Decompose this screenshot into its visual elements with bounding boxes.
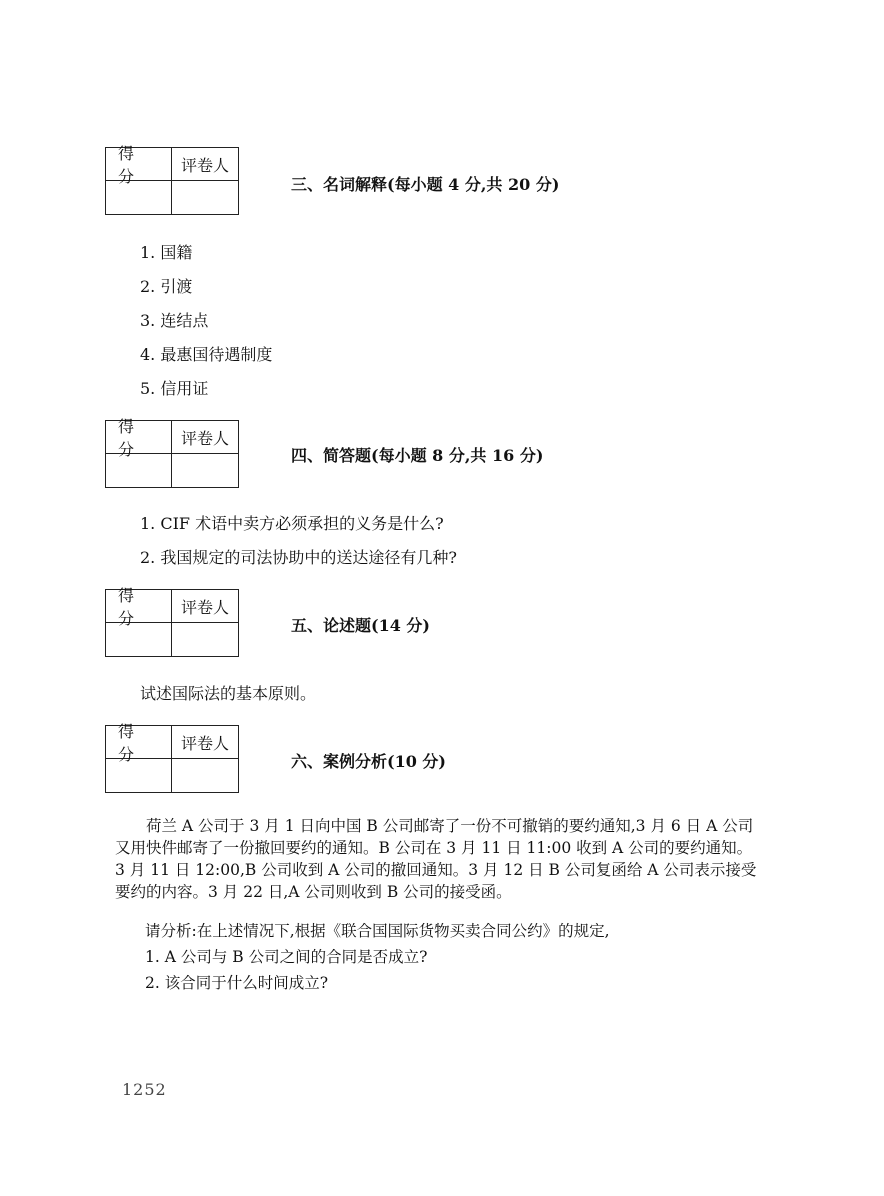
section-5-question: 试述国际法的基本原则。 xyxy=(140,684,317,703)
section-3-item-4: 4. 最惠国待遇制度 xyxy=(140,345,273,364)
section-3-item-2: 2. 引渡 xyxy=(140,277,193,296)
page-number: 1252 xyxy=(122,1080,167,1099)
score-box-section-6 xyxy=(105,722,239,793)
case-line: 3 月 11 日 12:00,B 公司收到 A 公司的撤回通知。3 月 12 日 B 公司复函给 A 公司表示接受 xyxy=(115,861,757,879)
score-box-section-4 xyxy=(105,417,239,488)
case-line: 要约的内容。3 月 22 日,A 公司则收到 B 公司的接受函。 xyxy=(115,883,512,901)
section-3-item-3: 3. 连结点 xyxy=(140,311,209,330)
grader-entry-cell xyxy=(172,759,238,792)
grader-label: 评卷人 xyxy=(172,590,238,623)
score-label: 得 分 xyxy=(106,590,172,623)
score-label: 得 分 xyxy=(106,421,172,454)
grader-entry-cell xyxy=(172,623,238,656)
grader-entry-cell xyxy=(172,454,238,487)
section-4-heading: 四、简答题(每小题 8 分,共 16 分) xyxy=(291,446,544,465)
case-line: 荷兰 A 公司于 3 月 1 日向中国 B 公司邮寄了一份不可撤销的要约通知,3 月 6 日 A 公司 xyxy=(146,817,754,835)
section-3-heading: 三、名词解释(每小题 4 分,共 20 分) xyxy=(291,175,560,194)
section-6-heading: 六、案例分析(10 分) xyxy=(291,752,446,771)
score-box-section-5 xyxy=(105,586,239,657)
grader-label: 评卷人 xyxy=(172,726,238,759)
score-entry-cell xyxy=(106,759,172,792)
grader-label: 评卷人 xyxy=(172,421,238,454)
score-label: 得 分 xyxy=(106,148,172,181)
score-box-section-3 xyxy=(105,144,239,215)
case-line: 又用快件邮寄了一份撤回要约的通知。B 公司在 3 月 11 日 11:00 收到 A 公司的要约通知。 xyxy=(115,839,753,857)
section-4-item-1: 1. CIF 术语中卖方必须承担的义务是什么? xyxy=(140,514,444,533)
case-description xyxy=(115,815,780,903)
score-entry-cell xyxy=(106,454,172,487)
section-3-item-1: 1. 国籍 xyxy=(140,243,193,262)
grader-entry-cell xyxy=(172,181,238,214)
score-entry-cell xyxy=(106,181,172,214)
section-4-item-2: 2. 我国规定的司法协助中的送达途径有几种? xyxy=(140,548,457,567)
score-label: 得 分 xyxy=(106,726,172,759)
section-3-item-5: 5. 信用证 xyxy=(140,379,209,398)
score-entry-cell xyxy=(106,623,172,656)
section-5-heading: 五、论述题(14 分) xyxy=(291,616,430,635)
case-prompt: 请分析:在上述情况下,根据《联合国国际货物买卖合同公约》的规定, xyxy=(145,922,610,940)
case-question-1: 1. A 公司与 B 公司之间的合同是否成立? xyxy=(145,948,428,966)
grader-label: 评卷人 xyxy=(172,148,238,181)
case-question-2: 2. 该合同于什么时间成立? xyxy=(145,974,329,992)
